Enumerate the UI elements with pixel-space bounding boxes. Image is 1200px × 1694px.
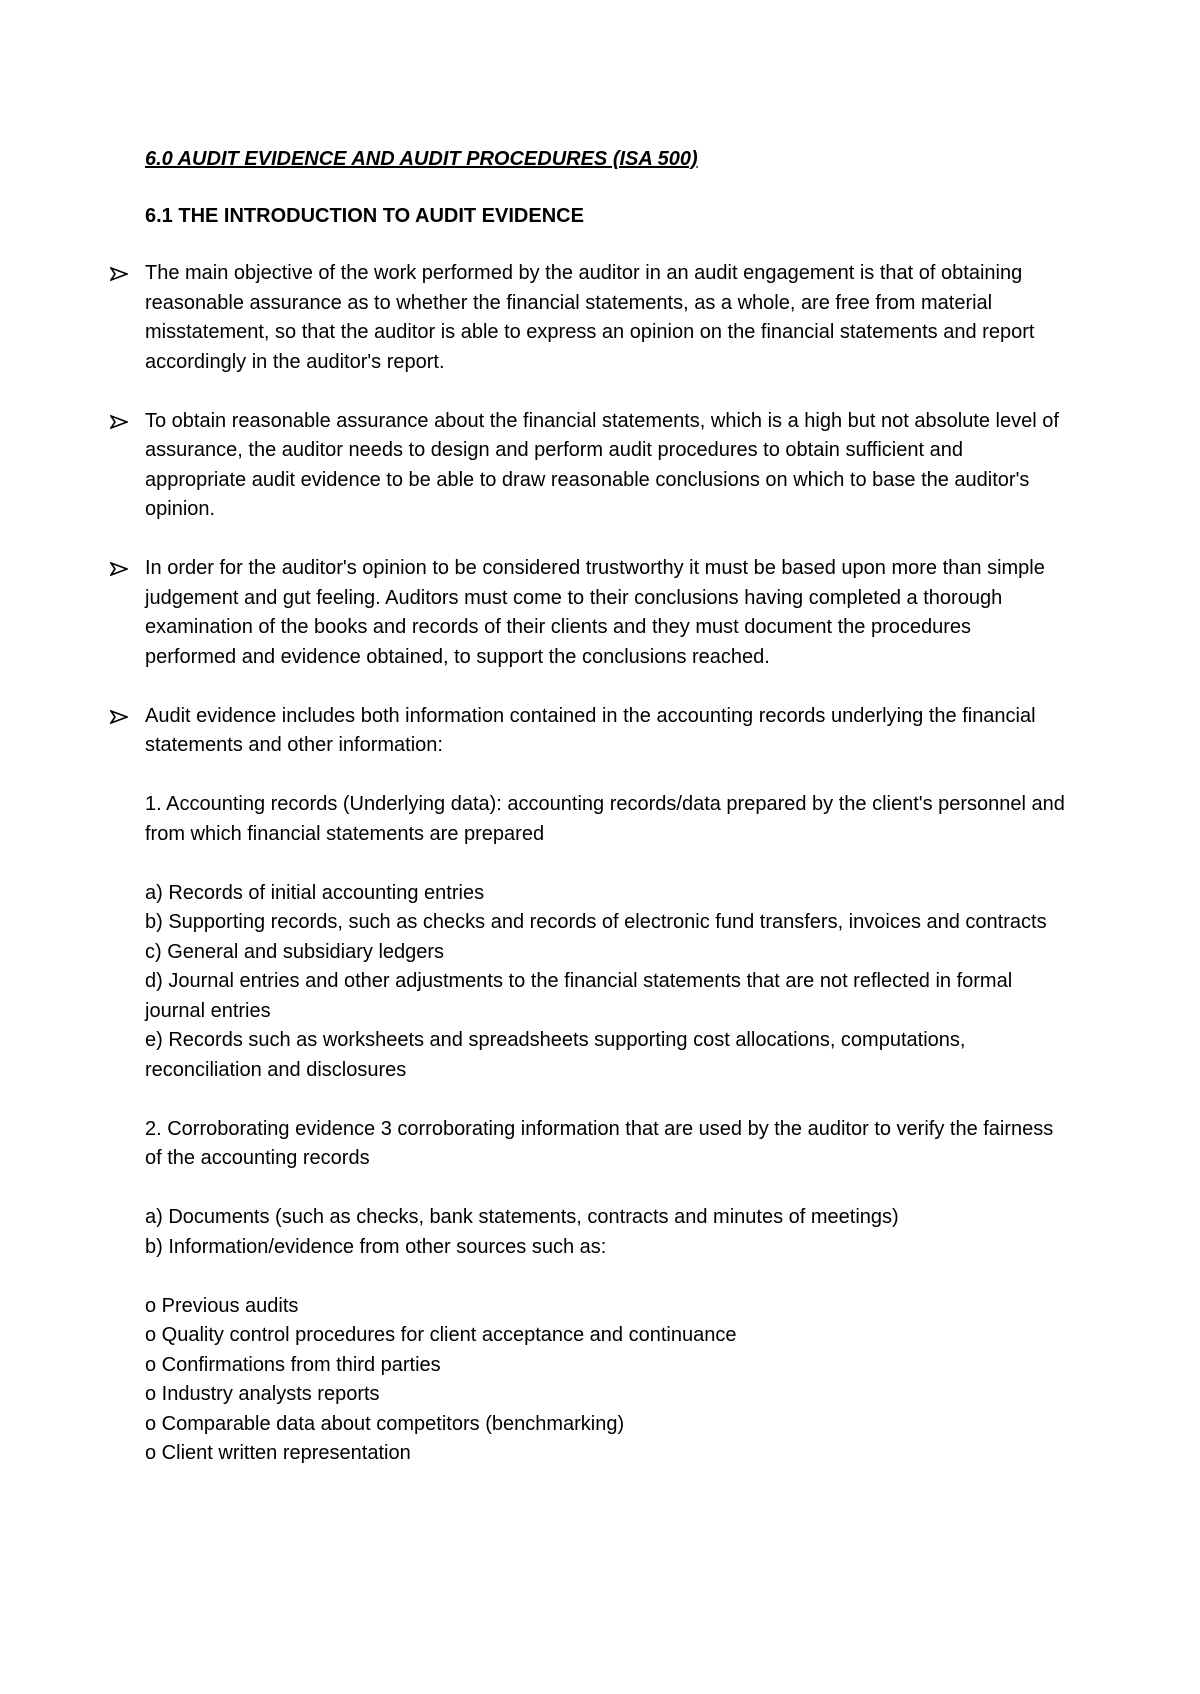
list-item: o Client written representation [145, 1442, 411, 1464]
bullet-item [145, 554, 1065, 672]
bullet-text: The main objective of the work performed by the auditor in an audit engagement is that of obtaining reasonable assurance as to whether the financial statements, as a whole, are free from material misstatement, so that the auditor is able to express an opinion on the financial statements and report accordingly in the auditor's report. [145, 262, 1035, 373]
section-corroborating-evidence [145, 1115, 1065, 1174]
list-item: b) Information/evidence from other sources such as: [145, 1235, 607, 1258]
arrowhead-bullet-icon [110, 259, 134, 281]
list-item: o Comparable data about competitors (benchmarking) [145, 1412, 625, 1435]
list-item: d) Journal entries and other adjustments to the financial statements that are not reflected in formal journal entries [145, 970, 1013, 1022]
list-item: e) Records such as worksheets and spreadsheets supporting cost allocations, computations, reconciliation and disclosures [145, 1029, 966, 1081]
list-item: a) Documents (such as checks, bank statements, contracts and minutes of meetings) [145, 1206, 899, 1228]
arrowhead-bullet-icon [110, 702, 134, 724]
list-item: a) Records of initial accounting entries [145, 881, 485, 904]
section-heading: 1. Accounting records (Underlying data): accounting records/data prepared by the client's personnel and from which financial statements are prepared [145, 793, 1065, 845]
arrowhead-bullet-icon [110, 554, 134, 576]
bullet-text: In order for the auditor's opinion to be considered trustworthy it must be based upon more than simple judgement and gut feeling. Auditors must come to their conclusions having completed a thorough examination of the books and records of their clients and they must document the procedures performed and evidence obtained, to support the conclusions reached. [145, 557, 1045, 668]
section-subtitle: 6.1 THE INTRODUCTION TO AUDIT EVIDENCE [145, 205, 584, 227]
bullet-text: To obtain reasonable assurance about the financial statements, which is a high but not absolute level of assurance, the auditor needs to design and perform audit procedures to obtain sufficient and appropriate audit evidence to be able to draw reasonable conclusions on which to base the auditor's opinion. [145, 409, 1059, 520]
document-content [145, 145, 1065, 1469]
section-heading: 2. Corroborating evidence 3 corroborating information that are used by the auditor to verify the fairness of the accounting records [145, 1117, 1054, 1169]
document-title: 6.0 AUDIT EVIDENCE AND AUDIT PROCEDURES (ISA 500) [145, 148, 698, 170]
list-item: o Industry analysts reports [145, 1383, 380, 1405]
list-item: o Previous audits [145, 1294, 299, 1317]
list-item: o Quality control procedures for client acceptance and continuance [145, 1324, 737, 1346]
bullet-item [145, 259, 1065, 377]
bullet-list [145, 259, 1065, 1469]
bullet-item [145, 702, 1065, 1469]
bullet-item [145, 407, 1065, 525]
bullet-text: Audit evidence includes both information contained in the accounting records underlying the financial statements and other information: [145, 704, 1036, 756]
corroborating-evidence-list [145, 1203, 1065, 1262]
list-item: c) General and subsidiary ledgers [145, 940, 445, 963]
list-item: o Confirmations from third parties [145, 1353, 441, 1376]
section-accounting-records [145, 790, 1065, 849]
list-item: b) Supporting records, such as checks and records of electronic fund transfers, invoices and contracts [145, 911, 1047, 933]
accounting-records-list [145, 879, 1065, 1086]
other-sources-list [145, 1292, 1065, 1469]
arrowhead-bullet-icon [110, 407, 134, 429]
